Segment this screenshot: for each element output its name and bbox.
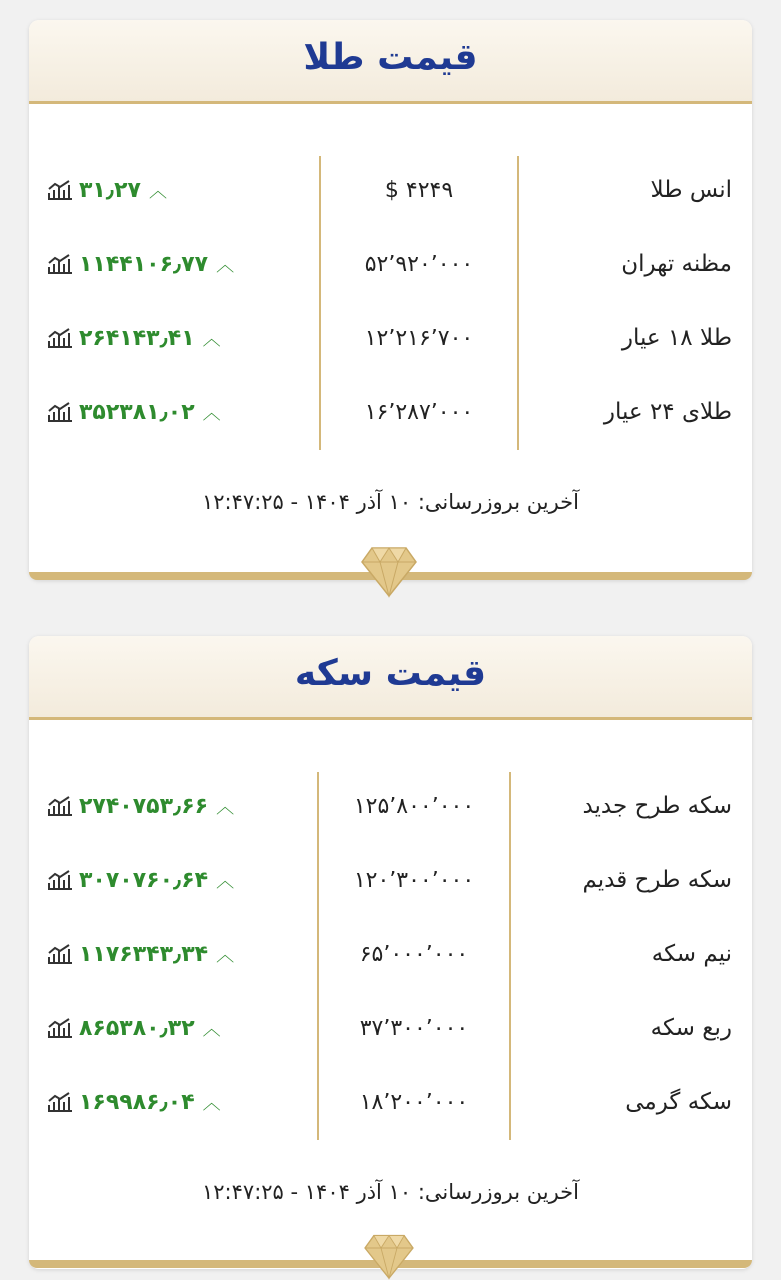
last-update-text: آخرین بروزرسانی: ۱۰ آذر ۱۴۰۴ - ۱۲:۴۷:۲۵ xyxy=(202,490,579,514)
item-name: ربع سکه xyxy=(650,1015,732,1041)
change-amount: ۱۱۷۶۳۴۳٫۳۴ xyxy=(79,941,209,967)
chevron-up-icon: ︿ xyxy=(202,329,221,350)
chart-bars-icon[interactable] xyxy=(47,943,73,965)
change-amount: ۳۱٫۲۷ xyxy=(79,177,141,203)
price-row[interactable] xyxy=(29,1008,752,1048)
price-row[interactable] xyxy=(29,392,752,432)
chevron-up-icon: ︿ xyxy=(148,181,167,202)
chevron-up-icon: ︿ xyxy=(202,403,221,424)
change-amount: ۱۱۴۴۱۰۶٫۷۷ xyxy=(79,251,209,277)
chevron-up-icon: ︿ xyxy=(202,1093,221,1114)
change-value xyxy=(47,392,221,432)
chart-bars-icon[interactable] xyxy=(47,869,73,891)
chevron-up-icon: ︿ xyxy=(216,797,235,818)
change-amount: ۱۶۹۹۸۶٫۰۴ xyxy=(79,1089,195,1115)
price-row[interactable] xyxy=(29,318,752,358)
change-amount: ۸۶۵۳۸۰٫۳۲ xyxy=(79,1015,195,1041)
gold-card-title: قیمت طلا xyxy=(303,37,478,78)
item-name: سکه طرح جدید xyxy=(582,793,732,819)
gold-price-card xyxy=(29,20,752,580)
item-price: ۵۲٬۹۲۰٬۰۰۰ xyxy=(364,251,474,277)
item-price: ۶۵٬۰۰۰٬۰۰۰ xyxy=(359,941,469,967)
change-value xyxy=(47,170,167,210)
item-price: ۱۲۰٬۳۰۰٬۰۰۰ xyxy=(353,867,475,893)
chart-bars-icon[interactable] xyxy=(47,1091,73,1113)
item-price: ۱۶٬۲۸۷٬۰۰۰ xyxy=(364,399,474,425)
price-row[interactable] xyxy=(29,860,752,900)
chevron-up-icon: ︿ xyxy=(216,871,235,892)
chart-bars-icon[interactable] xyxy=(47,253,73,275)
price-row[interactable] xyxy=(29,934,752,974)
coin-card-title: قیمت سکه xyxy=(294,653,487,694)
change-value xyxy=(47,860,234,900)
chart-bars-icon[interactable] xyxy=(47,401,73,423)
coin-price-card xyxy=(29,636,752,1269)
item-name: طلای ۲۴ عیار xyxy=(603,399,732,425)
item-price: ۳۷٬۳۰۰٬۰۰۰ xyxy=(359,1015,469,1041)
price-row[interactable] xyxy=(29,244,752,284)
change-value xyxy=(47,244,234,284)
change-amount: ۳۵۲۳۸۱٫۰۲ xyxy=(79,399,195,425)
change-value xyxy=(47,1008,221,1048)
item-price: ۱۲٬۲۱۶٬۷۰۰ xyxy=(364,325,474,351)
change-amount: ۲۷۴۰۷۵۳٫۶۶ xyxy=(79,793,209,819)
diamond-icon xyxy=(360,1232,418,1280)
item-price: ۱۸٬۲۰۰٬۰۰۰ xyxy=(359,1089,469,1115)
chart-bars-icon[interactable] xyxy=(47,795,73,817)
change-value xyxy=(47,1082,221,1122)
price-row[interactable] xyxy=(29,786,752,826)
gold-card-header xyxy=(29,20,752,104)
price-row[interactable] xyxy=(29,1082,752,1122)
item-name: انس طلا xyxy=(650,177,732,203)
item-name: سکه طرح قدیم xyxy=(582,867,732,893)
item-name: نیم سکه xyxy=(651,941,732,967)
change-amount: ۳۰۷۰۷۶۰٫۶۴ xyxy=(79,867,209,893)
chevron-up-icon: ︿ xyxy=(202,1019,221,1040)
price-row[interactable] xyxy=(29,170,752,210)
chart-bars-icon[interactable] xyxy=(47,179,73,201)
change-value xyxy=(47,786,234,826)
item-name: سکه گرمی xyxy=(625,1089,732,1115)
change-amount: ۲۶۴۱۴۳٫۴۱ xyxy=(79,325,195,351)
chart-bars-icon[interactable] xyxy=(47,327,73,349)
item-name: مظنه تهران xyxy=(621,251,732,277)
change-value xyxy=(47,934,234,974)
chevron-up-icon: ︿ xyxy=(216,945,235,966)
item-name: طلا ۱۸ عیار xyxy=(621,325,732,351)
item-price: ۱۲۵٬۸۰۰٬۰۰۰ xyxy=(353,793,475,819)
chart-bars-icon[interactable] xyxy=(47,1017,73,1039)
last-update-text: آخرین بروزرسانی: ۱۰ آذر ۱۴۰۴ - ۱۲:۴۷:۲۵ xyxy=(202,1180,579,1204)
chevron-up-icon: ︿ xyxy=(216,255,235,276)
diamond-icon xyxy=(360,544,418,598)
item-price: ۴۲۴۹ $ xyxy=(384,177,454,203)
coin-card-header xyxy=(29,636,752,720)
change-value xyxy=(47,318,221,358)
